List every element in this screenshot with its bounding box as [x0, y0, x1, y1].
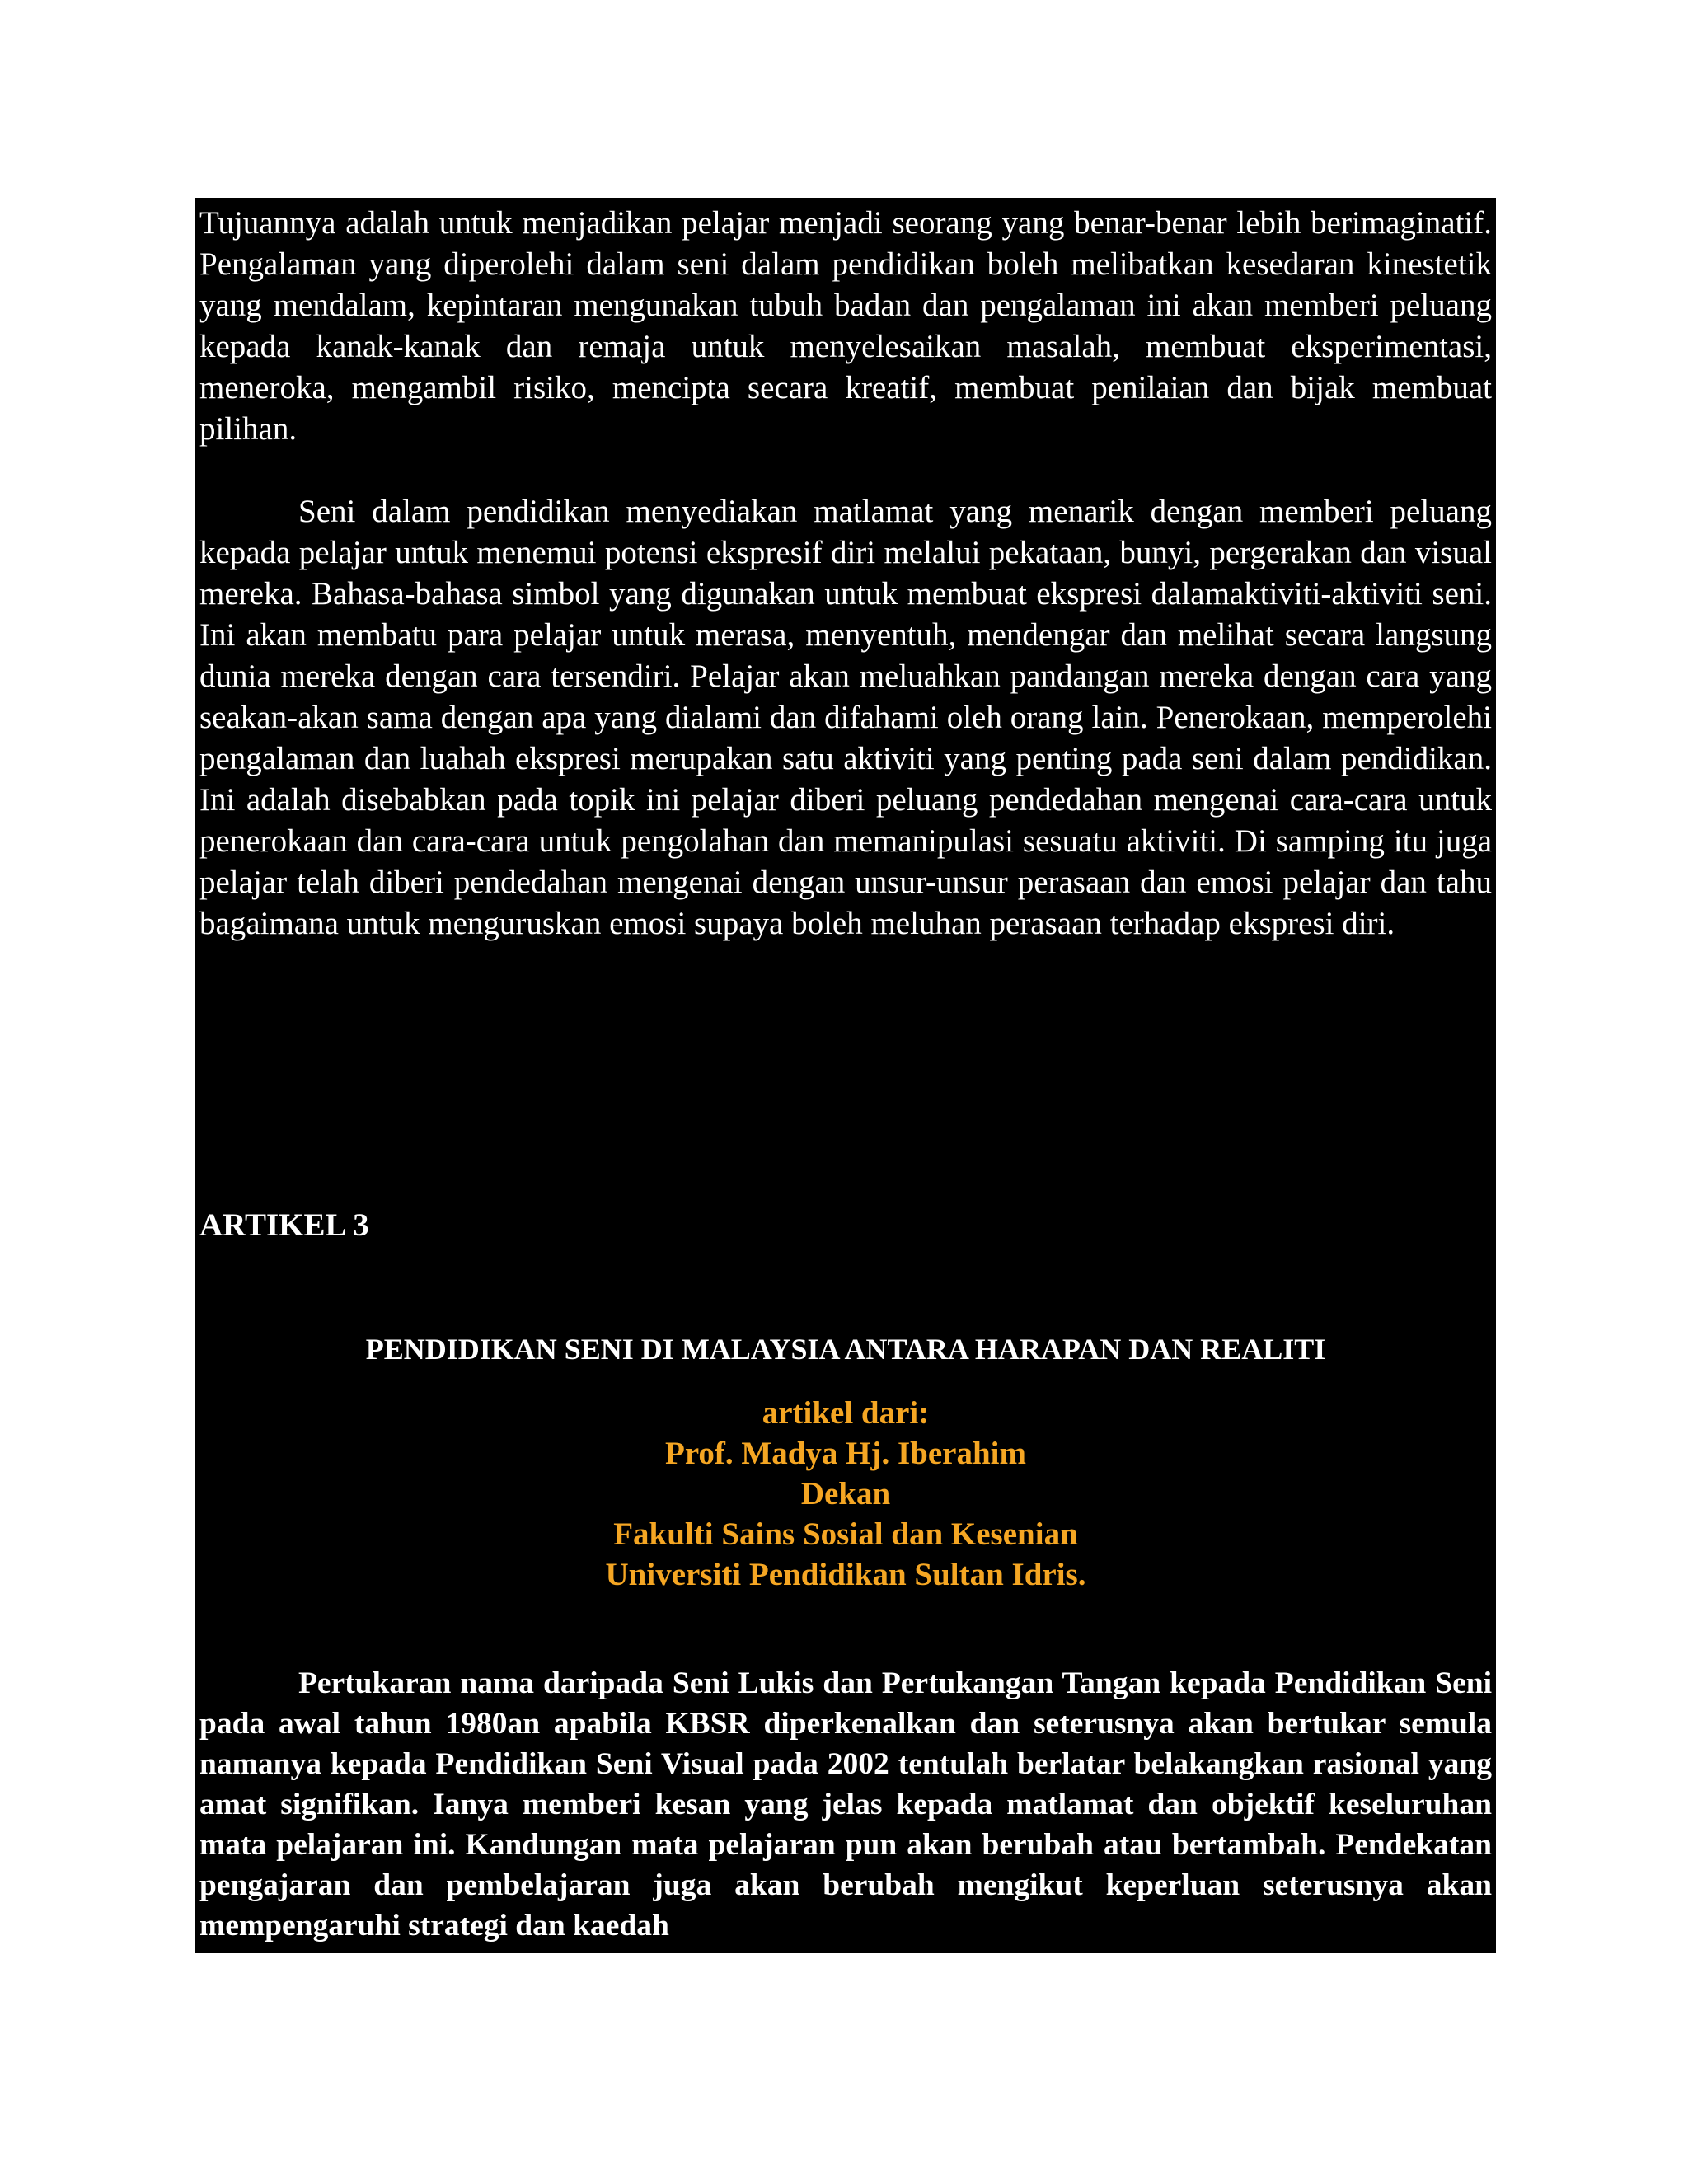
byline-intro: artikel dari:	[762, 1395, 930, 1431]
document-text-block	[195, 198, 1496, 1953]
body-paragraph-1: Tujuannya adalah untuk menjadikan pelajar menjadi seorang yang benar-benar lebih berimaginatif. Pengalaman yang diperolehi dalam seni dalam pendidikan boleh melibatkan kesedaran kinestetik yang mendalam, kepintaran mengunakan tubuh badan dan pengalaman ini akan memberi peluang kepada kanak-kanak dan remaja untuk menyelesaikan masalah, membuat eksperimentasi, meneroka, mengambil risiko, mencipta secara kreatif, membuat penilaian dan bijak membuat pilihan.	[199, 205, 1492, 447]
article-label: ARTIKEL 3	[199, 1207, 369, 1243]
byline-university: Universiti Pendidikan Sultan Idris.	[605, 1557, 1086, 1592]
article-paragraph-1: Pertukaran nama daripada Seni Lukis dan Pertukangan Tangan kepada Pendidikan Seni pada awal tahun 1980an apabila KBSR diperkenalkan dan seterusnya akan bertukar semula namanya kepada Pendidikan Seni Visual pada 2002 tentulah berlatar belakangkan rasional yang amat signifikan. Ianya memberi kesan yang jelas kepada matlamat dan objektif keseluruhan mata pelajaran ini. Kandungan mata pelajaran pun akan berubah atau bertambah. Pendekatan pengajaran dan pembelajaran juga akan berubah mengikut keperluan seterusnya akan mempengaruhi strategi dan kaedah	[199, 1666, 1492, 1943]
byline-faculty: Fakulti Sains Sosial dan Kesenian	[613, 1516, 1078, 1552]
article-byline	[195, 1393, 1496, 1595]
byline-position: Dekan	[800, 1476, 891, 1511]
body-paragraph-2: Seni dalam pendidikan menyediakan matlamat yang menarik dengan memberi peluang kepada pelajar untuk menemui potensi ekspresif diri melalui pekataan, bunyi, pergerakan dan visual mereka. Bahasa-bahasa simbol yang digunakan untuk membuat ekspresi dalamaktiviti-aktiviti seni. Ini akan membatu para pelajar untuk merasa, menyentuh, mendengar dan melihat secara langsung dunia mereka dengan cara tersendiri. Pelajar akan meluahkan pandangan mereka dengan cara yang seakan-akan sama dengan apa yang dialami dan difahami oleh orang lain. Penerokaan, memperolehi pengalaman dan luahah ekspresi merupakan satu aktiviti yang penting pada seni dalam pendidikan. Ini adalah disebabkan pada topik ini pelajar diberi peluang pendedahan mengenai cara-cara untuk penerokaan dan cara-cara untuk pengolahan dan memanipulasi sesuatu aktiviti. Di samping itu juga pelajar telah diberi pendedahan mengenai dengan unsur-unsur perasaan dan emosi pelajar dan tahu bagaimana untuk menguruskan emosi supaya boleh meluhan perasaan terhadap ekspresi diri.	[199, 494, 1492, 941]
byline-author: Prof. Madya Hj. Iberahim	[665, 1436, 1026, 1471]
article-title: PENDIDIKAN SENI DI MALAYSIA ANTARA HARAPAN DAN REALITI	[365, 1333, 1326, 1366]
